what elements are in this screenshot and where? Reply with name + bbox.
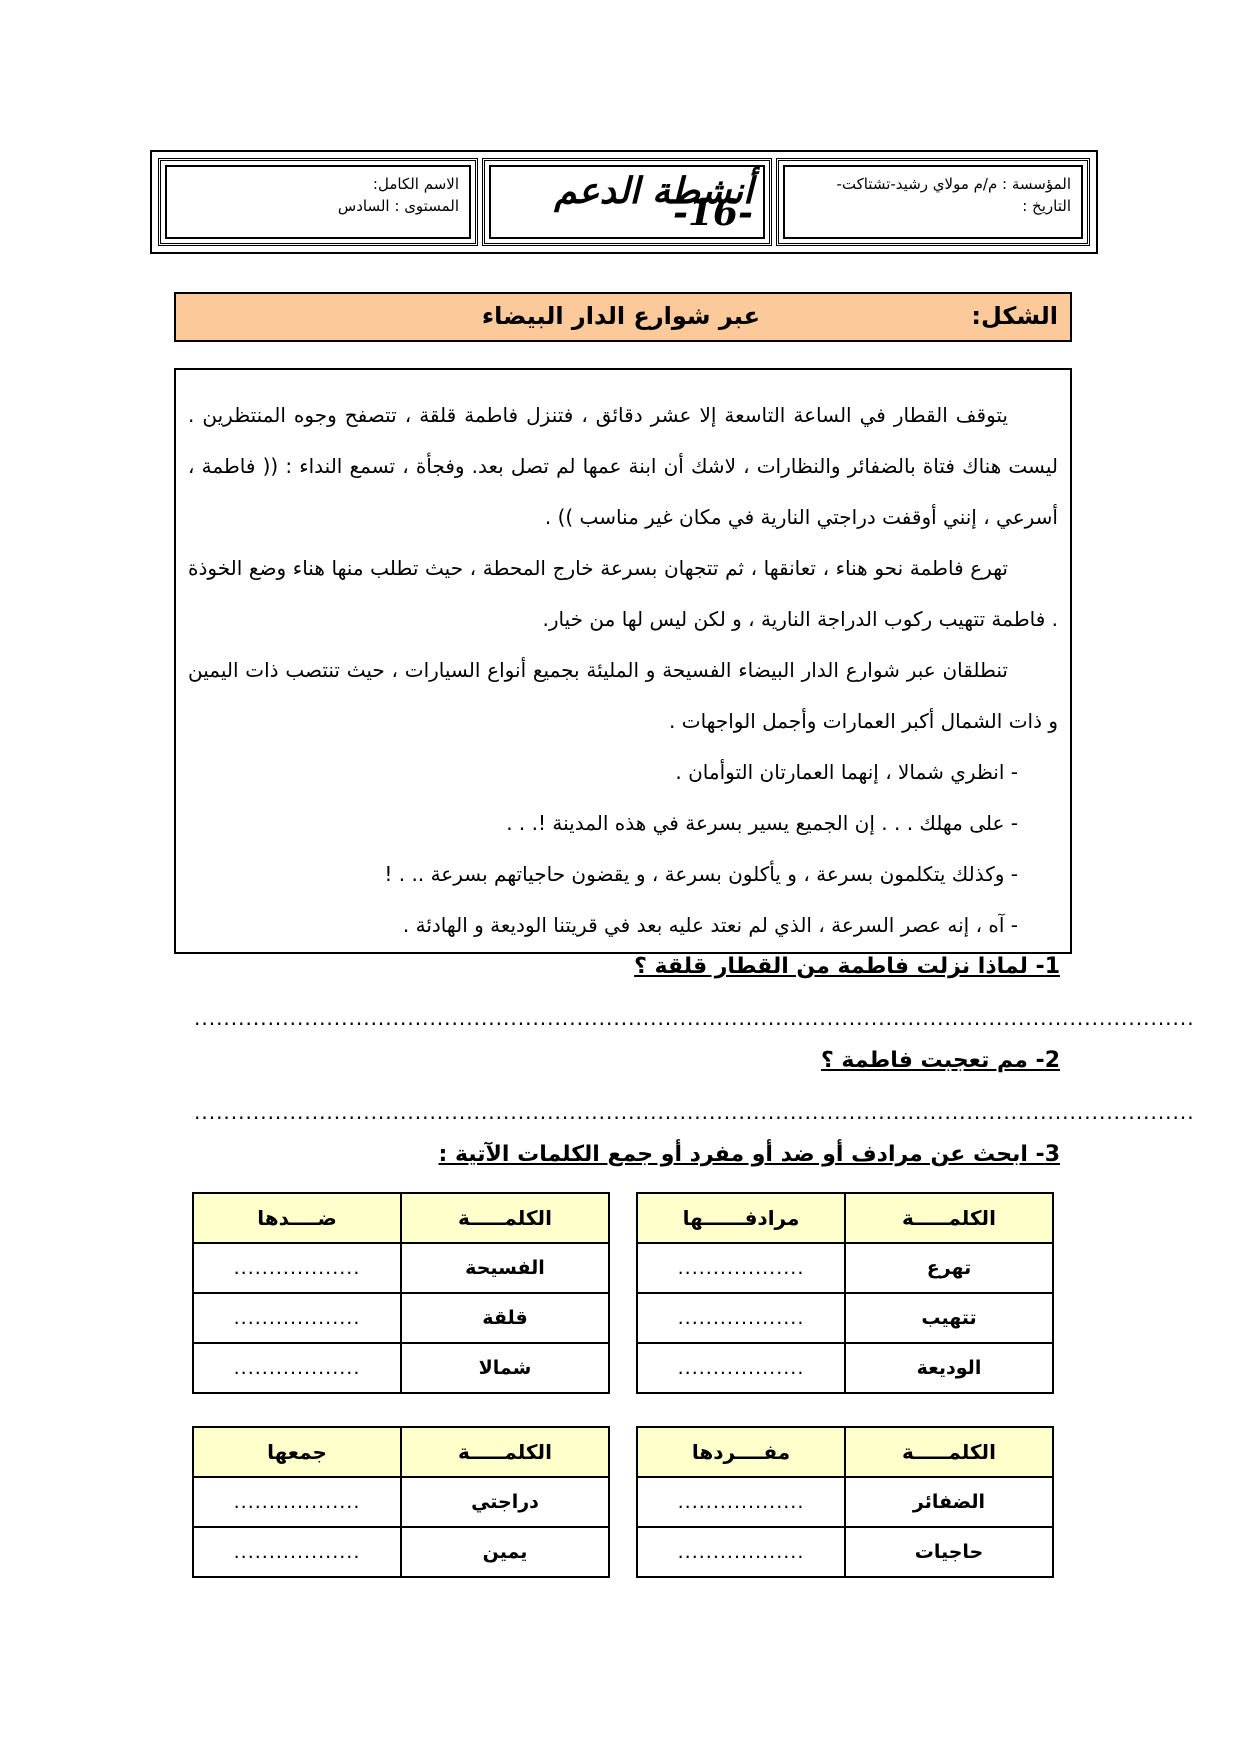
shape-bar — [174, 292, 1072, 342]
plurals-table — [192, 1426, 610, 1578]
answer-line-1[interactable]: ........................................................................................................................................ — [194, 1006, 1195, 1030]
answer-cell[interactable]: .................. — [637, 1527, 845, 1577]
table-header: الكلمـــــة — [845, 1193, 1053, 1243]
table-row — [637, 1477, 1053, 1527]
page-title: أنشطة الدعم -16- — [554, 170, 753, 234]
story-paragraph: تنطلقان عبر شوارع الدار البيضاء الفسيحة و المليئة بجميع أنواع السيارات ، حيث تنتصب ذات اليمين و ذات الشمال أكبر العمارات وأجمل الواجهات . — [188, 658, 1058, 733]
student-cell — [158, 158, 478, 246]
answer-cell[interactable]: .................. — [193, 1293, 401, 1343]
singulars-table — [636, 1426, 1054, 1578]
table-row — [193, 1243, 609, 1293]
table-word: شمالا — [401, 1343, 609, 1393]
opposites-table — [192, 1192, 610, 1394]
answer-line-2[interactable]: ........................................................................................................................................ — [194, 1100, 1195, 1124]
table-word: قلقة — [401, 1293, 609, 1343]
table-row — [193, 1527, 609, 1577]
question-2: 2- مم تعجبت فاطمة ؟ — [821, 1048, 1060, 1073]
answer-cell[interactable]: .................. — [637, 1243, 845, 1293]
story-title: عبر شوارع الدار البيضاء — [481, 302, 760, 330]
level-label: المستوى : السادس — [337, 197, 459, 215]
question-3: 3- ابحث عن مرادف أو ضد أو مفرد أو جمع الكلمات الآتية : — [438, 1142, 1060, 1167]
synonyms-table — [636, 1192, 1054, 1394]
dialogue-line: - انظري شمالا ، إنهما العمارتان التوأمان . — [675, 760, 1018, 784]
answer-cell[interactable]: .................. — [637, 1343, 845, 1393]
institution-cell — [776, 158, 1090, 246]
table-word: الضفائر — [845, 1477, 1053, 1527]
story-paragraph: تهرع فاطمة نحو هناء ، تعانقها ، ثم تتجهان بسرعة خارج المحطة ، حيث تطلب منها هناء وضع الخوذة . فاطمة تتهيب ركوب الدراجة النارية ، و لكن ليس لها من خيار. — [188, 556, 1058, 631]
dialogue-line: - وكذلك يتكلمون بسرعة ، و يأكلون بسرعة ، و يقضون حاجياتهم بسرعة .. . ! — [384, 862, 1018, 886]
table-word: تتهيب — [845, 1293, 1053, 1343]
table-header: الكلمـــــة — [401, 1427, 609, 1477]
table-word: دراجتي — [401, 1477, 609, 1527]
story-text-box — [174, 368, 1072, 954]
table-row — [637, 1343, 1053, 1393]
question-1: 1- لماذا نزلت فاطمة من القطار قلقة ؟ — [634, 954, 1060, 979]
answer-cell[interactable]: .................. — [637, 1477, 845, 1527]
table-row — [637, 1527, 1053, 1577]
table-word: يمين — [401, 1527, 609, 1577]
table-row — [193, 1477, 609, 1527]
title-cell — [482, 158, 772, 246]
story-paragraph: يتوقف القطار في الساعة التاسعة إلا عشر دقائق ، فتنزل فاطمة قلقة ، تتصفح وجوه المنتظرين . ليست هناك فتاة بالضفائر والنظارات ، لاشك أن ابنة عمها لم تصل بعد. وفجأة ، تسمع النداء : (( فاطمة ، أسرعي ، إنني أوقفت دراجتي النارية في مكان غير مناسب )) . — [188, 403, 1058, 529]
fullname-label: الاسم الكامل: — [372, 175, 459, 193]
institution-label: المؤسسة : م/م مولاي رشيد-تشتاكت- — [836, 175, 1071, 193]
answer-cell[interactable]: .................. — [193, 1477, 401, 1527]
dialogue-line: - على مهلك . . . إن الجميع يسير بسرعة في هذه المدينة !. . . — [506, 811, 1018, 835]
table-word: تهرع — [845, 1243, 1053, 1293]
table-header: مرادفــــــها — [637, 1193, 845, 1243]
table-row — [193, 1343, 609, 1393]
shape-label: الشكل: — [971, 302, 1058, 330]
answer-cell[interactable]: .................. — [193, 1527, 401, 1577]
dialogue-line: - آه ، إنه عصر السرعة ، الذي لم نعتد عليه بعد في قريتنا الوديعة و الهادئة . — [402, 913, 1018, 937]
answer-cell[interactable]: .................. — [193, 1243, 401, 1293]
table-word: الفسيحة — [401, 1243, 609, 1293]
answer-cell[interactable]: .................. — [637, 1293, 845, 1343]
date-label: التاريخ : — [1022, 197, 1071, 215]
table-header: الكلمـــــة — [401, 1193, 609, 1243]
table-header: ضــــدها — [193, 1193, 401, 1243]
table-row — [637, 1293, 1053, 1343]
table-word: حاجيات — [845, 1527, 1053, 1577]
table-word: الوديعة — [845, 1343, 1053, 1393]
answer-cell[interactable]: .................. — [193, 1343, 401, 1393]
table-row — [193, 1293, 609, 1343]
table-header: الكلمـــــة — [845, 1427, 1053, 1477]
table-row — [637, 1243, 1053, 1293]
table-header: جمعها — [193, 1427, 401, 1477]
table-header: مفــــردها — [637, 1427, 845, 1477]
